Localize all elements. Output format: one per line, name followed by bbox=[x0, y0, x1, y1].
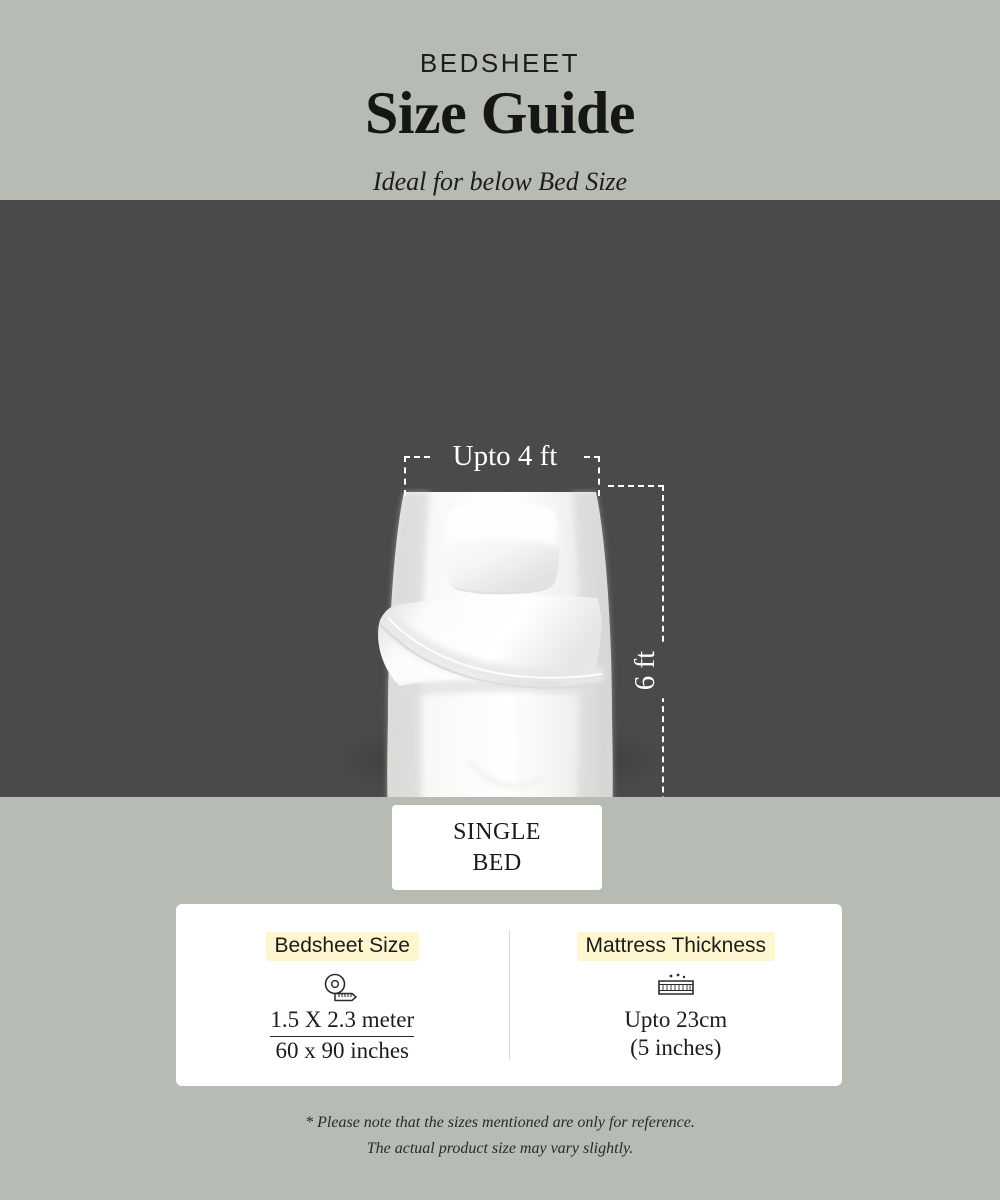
bed-type-line2: BED bbox=[472, 849, 522, 876]
spec-mattress-thickness-value-line2: (5 inches) bbox=[630, 1035, 722, 1061]
height-measure-label: 6 ft bbox=[625, 643, 666, 698]
header-subtitle: Ideal for below Bed Size bbox=[372, 167, 628, 196]
spec-bedsheet-size bbox=[176, 904, 509, 1086]
measuring-tape-icon bbox=[322, 970, 362, 1002]
bed-illustration-panel bbox=[0, 200, 1000, 797]
bed-type-line1: SINGLE bbox=[453, 818, 541, 845]
specifications-card bbox=[176, 904, 842, 1086]
bed-type-card bbox=[392, 805, 602, 890]
footnote-line2: The actual product size may vary slightly. bbox=[366, 1140, 634, 1158]
width-measure-label: Upto 4 ft bbox=[430, 436, 580, 476]
page-header bbox=[0, 0, 1000, 200]
spec-mattress-thickness-value bbox=[624, 1006, 727, 1062]
header-kicker: BEDSHEET bbox=[419, 48, 581, 78]
spec-mattress-thickness bbox=[510, 904, 843, 1086]
spec-bedsheet-size-value-line2: 60 x 90 inches bbox=[275, 1038, 409, 1064]
spec-bedsheet-size-heading: Bedsheet Size bbox=[266, 932, 419, 961]
bed-illustration bbox=[0, 200, 1000, 797]
footnote-line1: * Please note that the sizes mentioned are only for reference. bbox=[305, 1114, 695, 1131]
page-title: Size Guide bbox=[364, 80, 635, 146]
spec-bedsheet-size-value bbox=[270, 1006, 414, 1065]
spec-bedsheet-size-value-line1: 1.5 X 2.3 meter bbox=[270, 1006, 414, 1037]
height-measure-bracket bbox=[608, 485, 664, 797]
spec-mattress-thickness-value-line1: Upto 23cm bbox=[624, 1007, 728, 1032]
spec-mattress-thickness-heading: Mattress Thickness bbox=[577, 932, 776, 961]
mattress-icon bbox=[654, 970, 698, 1002]
footnote bbox=[0, 1110, 1000, 1163]
